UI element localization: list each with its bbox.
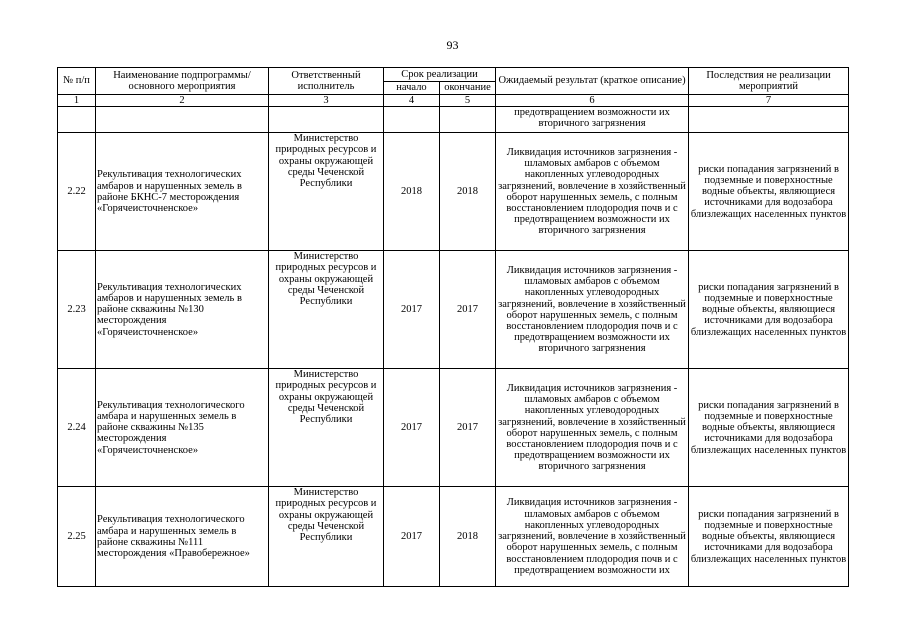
header-num: № п/п <box>58 68 96 95</box>
column-number: 3 <box>269 95 384 107</box>
consequences-cell: риски попадания загрязнений в подземные и поверхностные водные объекты, являющиеся источниками для водозабора близлежащих населенных пунктов <box>689 133 849 251</box>
header-name: Наименование подпрограммы/ основного мероприятия <box>96 68 269 95</box>
row-number: 2.25 <box>58 487 96 587</box>
executor-cell: Министерство природных ресурсов и охраны окружающей среды Чеченской Республики <box>269 133 384 251</box>
end-year: 2018 <box>440 487 496 587</box>
header-end: окончание <box>440 82 496 95</box>
result-cell: Ликвидация источников загрязнения - шламовых амбаров с объемом накопленных углеводородных загрязнений, вовлечение в хозяйственный оборот нарушенных земель, с полным восстановлением плодородия почв и с предотвращением возможности их <box>496 487 689 587</box>
row-number: 2.22 <box>58 133 96 251</box>
consequences-cell: риски попадания загрязнений в подземные и поверхностные водные объекты, являющиеся источниками для водозабора близлежащих населенных пунктов <box>689 369 849 487</box>
start-year: 2017 <box>384 487 440 587</box>
result-cell: предотвращением возможности их вторичного загрязнения <box>496 107 689 133</box>
column-number: 6 <box>496 95 689 107</box>
start-year: 2017 <box>384 251 440 369</box>
end-year: 2017 <box>440 369 496 487</box>
column-number: 5 <box>440 95 496 107</box>
column-number: 7 <box>689 95 849 107</box>
table-row <box>58 369 849 487</box>
executor-cell: Министерство природных ресурсов и охраны окружающей среды Чеченской Республики <box>269 369 384 487</box>
table-row <box>58 487 849 587</box>
header-result: Ожидаемый результат (краткое описание) <box>496 68 689 95</box>
activities-table <box>57 67 849 587</box>
header-consequences: Последствия не реализации мероприятий <box>689 68 849 95</box>
table-row-continuation <box>58 107 849 133</box>
header-start: начало <box>384 82 440 95</box>
result-cell: Ликвидация источников загрязнения - шламовых амбаров с объемом накопленных углеводородных загрязнений, вовлечение в хозяйственный оборот нарушенных земель, с полным восстановлением плодородия почв и с предотвращением возможности их вторичного загрязнения <box>496 133 689 251</box>
start-year: 2017 <box>384 369 440 487</box>
consequences-cell: риски попадания загрязнений в подземные и поверхностные водные объекты, являющиеся источниками для водозабора близлежащих населенных пунктов <box>689 487 849 587</box>
row-number: 2.24 <box>58 369 96 487</box>
executor-cell: Министерство природных ресурсов и охраны окружающей среды Чеченской Республики <box>269 251 384 369</box>
activity-name: Рекультивация технологического амбара и нарушенных земель в районе скважины №111 месторождения «Правобережное» <box>96 487 269 587</box>
end-year: 2018 <box>440 133 496 251</box>
column-number-row <box>58 95 849 107</box>
end-year: 2017 <box>440 251 496 369</box>
table-row <box>58 133 849 251</box>
activity-name: Рекультивация технологического амбара и нарушенных земель в районе скважины №135 месторождения «Горячеисточненское» <box>96 369 269 487</box>
header-executor: Ответственный исполнитель <box>269 68 384 95</box>
column-number: 4 <box>384 95 440 107</box>
column-number: 2 <box>96 95 269 107</box>
row-number: 2.23 <box>58 251 96 369</box>
start-year: 2018 <box>384 133 440 251</box>
activity-name: Рекультивация технологических амбаров и нарушенных земель в районе БКНС-7 месторождения «Горячеисточненское» <box>96 133 269 251</box>
consequences-cell: риски попадания загрязнений в подземные и поверхностные водные объекты, являющиеся источниками для водозабора близлежащих населенных пунктов <box>689 251 849 369</box>
result-cell: Ликвидация источников загрязнения - шламовых амбаров с объемом накопленных углеводородных загрязнений, вовлечение в хозяйственный оборот нарушенных земель, с полным восстановлением плодородия почв и с предотвращением возможности их вторичного загрязнения <box>496 251 689 369</box>
header-period: Срок реализации <box>384 68 496 82</box>
activity-name: Рекультивация технологических амбаров и нарушенных земель в районе скважины №130 месторождения «Горячеисточненское» <box>96 251 269 369</box>
table-row <box>58 251 849 369</box>
page-number: 93 <box>446 38 459 52</box>
executor-cell: Министерство природных ресурсов и охраны окружающей среды Чеченской Республики <box>269 487 384 587</box>
result-cell: Ликвидация источников загрязнения - шламовых амбаров с объемом накопленных углеводородных загрязнений, вовлечение в хозяйственный оборот нарушенных земель, с полным восстановлением плодородия почв и с предотвращением возможности их вторичного загрязнения <box>496 369 689 487</box>
column-number: 1 <box>58 95 96 107</box>
